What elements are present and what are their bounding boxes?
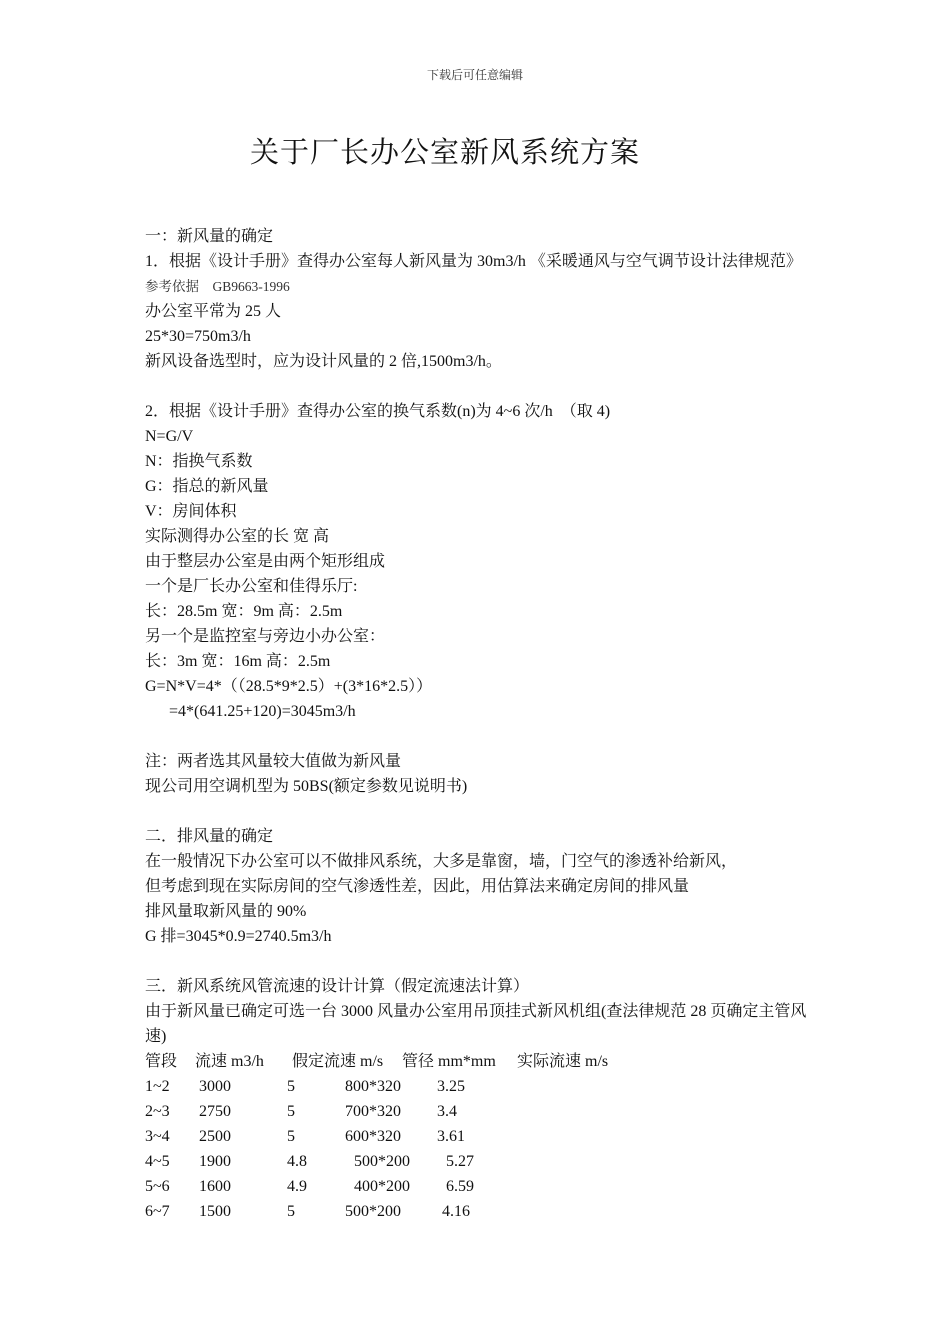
table-cell: 6.59 — [446, 1178, 474, 1195]
table-cell: 5 — [287, 1203, 295, 1220]
page-header: 下载后可任意编辑 — [426, 68, 523, 82]
document-body — [145, 224, 815, 1224]
section-3-heading: 三．新风系统风管流速的设计计算（假定流速法计算） — [145, 978, 530, 995]
table-cell: 400*200 — [354, 1178, 410, 1195]
table-cell: 1~2 — [145, 1078, 170, 1095]
formula-line: G 排=3045*0.9=2740.5m3/h — [145, 928, 332, 945]
formula-line: G=N*V=4*（（28.5*9*2.5）+(3*16*2.5）） — [145, 678, 433, 695]
table-cell: 4.8 — [287, 1153, 307, 1170]
text-line: 由于整层办公室是由两个矩形组成 — [145, 553, 386, 570]
table-header-cell: 管径 mm*mm — [402, 1053, 496, 1070]
paragraph-1-main: 1．根据《设计手册》查得办公室每人新风量为 30m3/h 《采暖通风与空气调节设计法律规范》 — [145, 253, 802, 270]
table-cell: 3.4 — [437, 1103, 457, 1120]
section-1-heading: 一：新风量的确定 — [145, 228, 274, 245]
table-cell: 1500 — [199, 1203, 231, 1220]
table-row — [145, 1074, 815, 1099]
text-line: 另一个是监控室与旁边小办公室： — [145, 628, 386, 645]
text-line: 一个是厂长办公室和佳得乐厅: — [145, 578, 358, 595]
table-cell: 2500 — [199, 1128, 231, 1145]
table-cell: 5 — [287, 1078, 295, 1095]
text-line: 25*30=750m3/h — [145, 328, 251, 345]
text-line: 长：28.5m 宽：9m 高：2.5m — [145, 603, 343, 620]
table-cell: 500*200 — [345, 1203, 401, 1220]
table-cell: 500*200 — [354, 1153, 410, 1170]
text-line: 实际测得办公室的长 宽 高 — [145, 528, 330, 545]
text-line: G：指总的新风量 — [145, 478, 269, 495]
paragraph-1-reference: 参考依据 GB9663-1996 — [145, 279, 290, 294]
document-title: 关于厂长办公室新风系统方案 — [249, 137, 640, 169]
table-cell: 5.27 — [446, 1153, 474, 1170]
table-cell: 4.9 — [287, 1178, 307, 1195]
paragraph-2-heading: 2．根据《设计手册》查得办公室的换气系数(n)为 4~6 次/h （取 4) — [145, 403, 611, 420]
text-line: N=G/V — [145, 428, 194, 445]
table-cell: 3.61 — [437, 1128, 465, 1145]
table-header-cell: 管段 — [145, 1053, 178, 1070]
text-line: 在一般情况下办公室可以不做排风系统，大多是靠窗，墙，门空气的渗透补给新风， — [145, 853, 738, 870]
table-cell: 4~5 — [145, 1153, 170, 1170]
table-header-cell: 实际流速 m/s — [517, 1053, 609, 1070]
table-cell: 700*320 — [345, 1103, 401, 1120]
table-cell: 5 — [287, 1128, 295, 1145]
text-line: 但考虑到现在实际房间的空气渗透性差，因此，用估算法来确定房间的排风量 — [145, 878, 690, 895]
table-cell: 1900 — [199, 1153, 231, 1170]
table-cell: 3~4 — [145, 1128, 170, 1145]
table-row — [145, 1149, 815, 1174]
table-row — [145, 1099, 815, 1124]
formula-line: =4*(641.25+120)=3045m3/h — [169, 703, 356, 720]
text-line: 办公室平常为 25 人 — [145, 303, 282, 320]
table-row — [145, 1199, 815, 1224]
table-cell: 3000 — [199, 1078, 231, 1095]
table-cell: 5~6 — [145, 1178, 170, 1195]
text-line: N：指换气系数 — [145, 453, 253, 470]
text-line: 排风量取新风量的 90% — [145, 903, 307, 920]
note-line: 注：两者选其风量较大值做为新风量 — [145, 753, 402, 770]
table-row — [145, 1124, 815, 1149]
text-line: 长：3m 宽：16m 高：2.5m — [145, 653, 331, 670]
table-header-row — [145, 1049, 815, 1074]
text-line: V：房间体积 — [145, 503, 237, 520]
table-header-cell: 假定流速 m/s — [292, 1053, 384, 1070]
table-cell: 800*320 — [345, 1078, 401, 1095]
table-cell: 2~3 — [145, 1103, 170, 1120]
duct-table — [145, 1049, 815, 1224]
table-cell: 2750 — [199, 1103, 231, 1120]
table-cell: 5 — [287, 1103, 295, 1120]
text-line: 新风设备选型时，应为设计风量的 2 倍,1500m3/h。 — [145, 353, 502, 370]
table-cell: 1600 — [199, 1178, 231, 1195]
section-2-heading: 二．排风量的确定 — [145, 828, 274, 845]
table-header-cell: 流速 m3/h — [195, 1053, 264, 1070]
table-cell: 4.16 — [442, 1203, 470, 1220]
paragraph-3: 由于新风量已确定可选一台 3000 风量办公室用吊顶挂式新风机组(查法律规范 28 页确定主管风速) — [145, 1003, 807, 1045]
table-cell: 6~7 — [145, 1203, 170, 1220]
text-line: 现公司用空调机型为 50BS(额定参数见说明书) — [145, 778, 468, 795]
table-cell: 600*320 — [345, 1128, 401, 1145]
table-row — [145, 1174, 815, 1199]
table-cell: 3.25 — [437, 1078, 465, 1095]
paragraph-1 — [145, 249, 815, 299]
